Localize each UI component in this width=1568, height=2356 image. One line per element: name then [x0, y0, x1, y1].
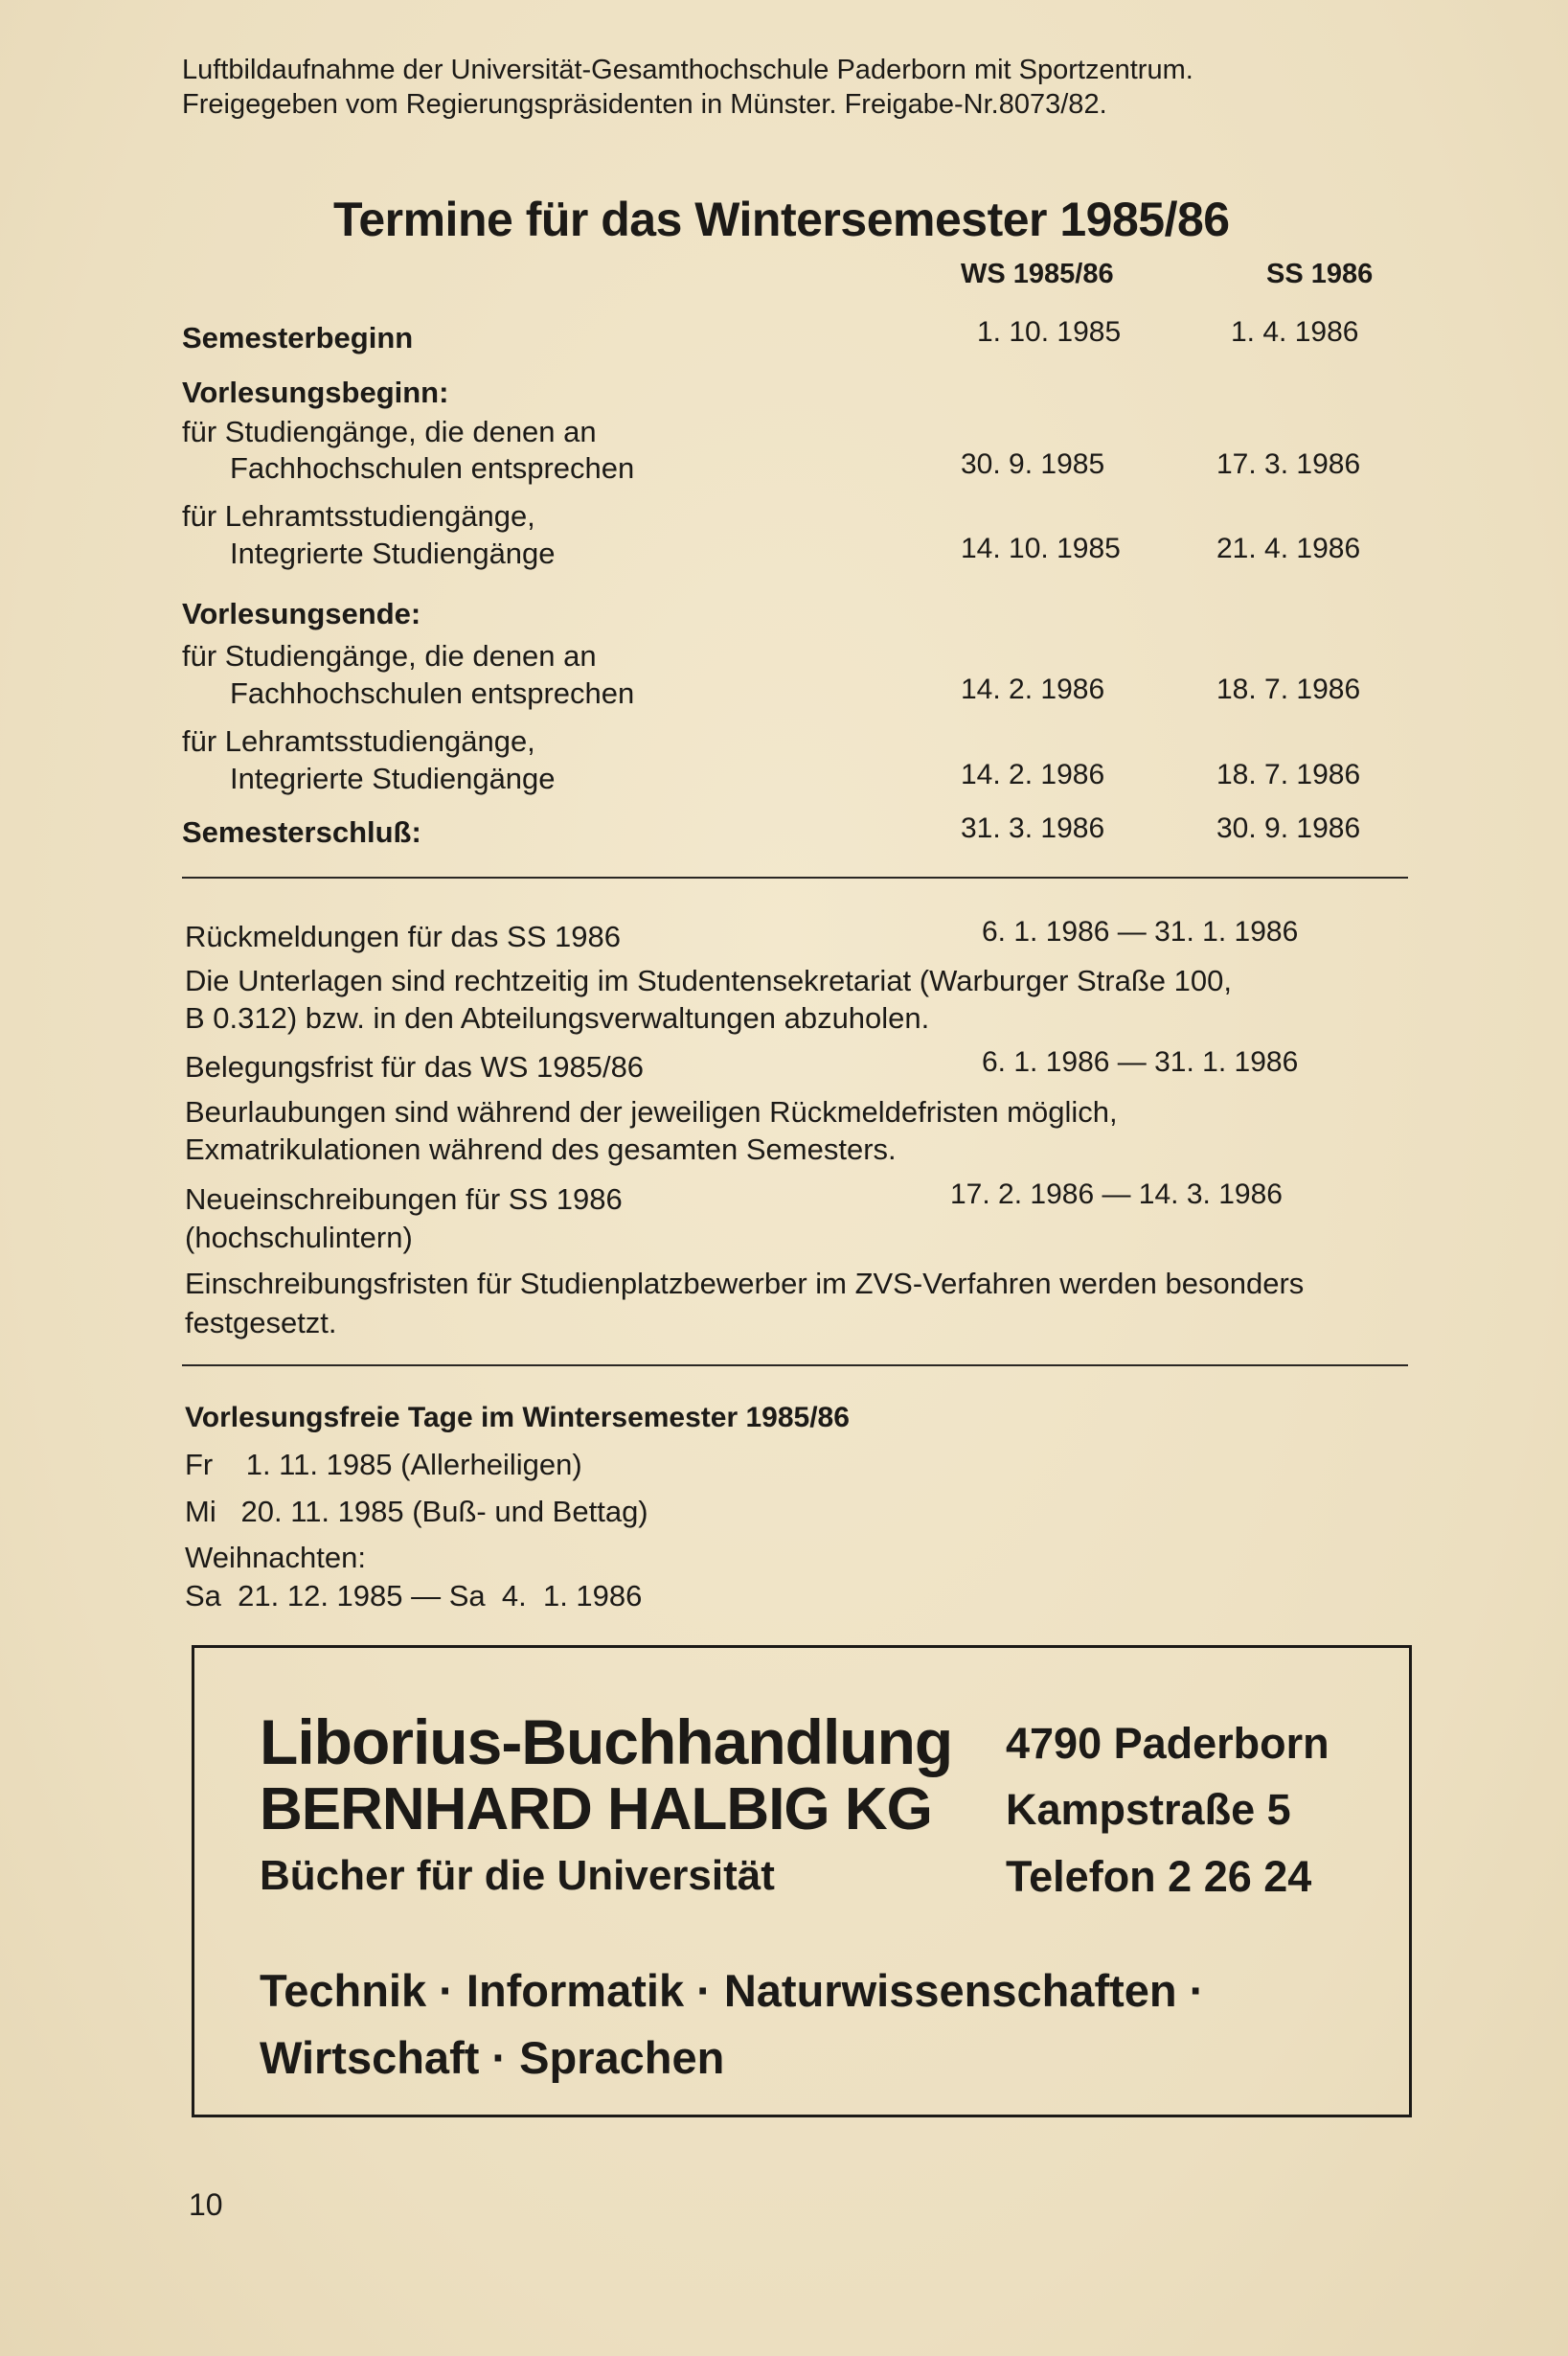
ve-fh-ss: 18. 7. 1986 [1216, 674, 1361, 705]
rueckmeldung-range: 6. 1. 1986 — 31. 1. 1986 [982, 916, 1299, 948]
beurlaubung-line2: Exmatrikulationen während des gesamten Semesters. [185, 1132, 897, 1166]
holiday-weihnachten-range: Sa 21. 12. 1985 — Sa 4. 1. 1986 [185, 1579, 643, 1613]
divider-rule [182, 1364, 1408, 1366]
ad-phone: Telefon 2 26 24 [1006, 1852, 1312, 1901]
column-header-ws: WS 1985/86 [961, 259, 1114, 289]
beurlaubung-line1: Beurlaubungen sind während der jeweiligen Rückmeldefristen möglich, [185, 1095, 1118, 1129]
ve-la-ws: 14. 2. 1986 [961, 759, 1105, 790]
zvs-line1: Einschreibungsfristen für Studienplatzbewerber im ZVS-Verfahren werden besonders [185, 1267, 1305, 1300]
ve-fh-line1: für Studiengänge, die denen an [182, 639, 597, 673]
vb-fh-ss: 17. 3. 1986 [1216, 448, 1361, 480]
vb-fh-ws: 30. 9. 1985 [961, 448, 1105, 480]
ad-company-name: BERNHARD HALBIG KG [260, 1776, 932, 1842]
schedule-title: Termine für das Wintersemester 1985/86 [333, 193, 1230, 246]
ad-store-name: Liborius-Buchhandlung [260, 1706, 953, 1777]
neueinschreibung-label: Neueinschreibungen für SS 1986 [185, 1182, 623, 1216]
ve-la-ss: 18. 7. 1986 [1216, 759, 1361, 790]
photo-caption-line2: Freigegeben vom Regierungspräsidenten in Münster. Freigabe-Nr.8073/82. [182, 89, 1107, 120]
vorlesungsende-label: Vorlesungsende: [182, 597, 421, 630]
holiday-allerheiligen: Fr 1. 11. 1985 (Allerheiligen) [185, 1448, 582, 1481]
vb-fh-line2: Fachhochschulen entsprechen [230, 451, 635, 485]
ad-subjects-line1: Technik · Informatik · Naturwissenschaften · [260, 1965, 1205, 2016]
ve-la-line1: für Lehramtsstudiengänge, [182, 724, 535, 758]
belegung-label: Belegungsfrist für das WS 1985/86 [185, 1050, 645, 1084]
ad-street: Kampstraße 5 [1006, 1785, 1291, 1834]
ve-fh-ws: 14. 2. 1986 [961, 674, 1105, 705]
divider-rule [182, 877, 1408, 879]
semesterschluss-label: Semesterschluß: [182, 815, 421, 849]
zvs-line2: festgesetzt. [185, 1306, 337, 1339]
vb-la-ws: 14. 10. 1985 [961, 533, 1121, 564]
ve-la-line2: Integrierte Studiengänge [230, 762, 556, 795]
holidays-heading: Vorlesungsfreie Tage im Wintersemester 1985/86 [185, 1402, 850, 1433]
vb-la-line2: Integrierte Studiengänge [230, 537, 556, 570]
page-number: 10 [189, 2187, 223, 2222]
semesterbeginn-ws: 1. 10. 1985 [977, 316, 1122, 348]
vorlesungsbeginn-label: Vorlesungsbeginn: [182, 376, 449, 409]
belegung-range: 6. 1. 1986 — 31. 1. 1986 [982, 1046, 1299, 1078]
semesterschluss-ws: 31. 3. 1986 [961, 812, 1105, 844]
vb-la-ss: 21. 4. 1986 [1216, 533, 1361, 564]
unterlagen-line2: B 0.312) bzw. in den Abteilungsverwaltungen abzuholen. [185, 1001, 930, 1035]
vb-la-line1: für Lehramtsstudiengänge, [182, 499, 535, 533]
rueckmeldung-label: Rückmeldungen für das SS 1986 [185, 920, 621, 953]
neueinschreibung-range: 17. 2. 1986 — 14. 3. 1986 [950, 1178, 1283, 1210]
ve-fh-line2: Fachhochschulen entsprechen [230, 676, 635, 710]
ad-city: 4790 Paderborn [1006, 1719, 1329, 1768]
bookstore-advertisement [192, 1645, 1412, 2117]
semesterschluss-ss: 30. 9. 1986 [1216, 812, 1361, 844]
ad-subjects-line2: Wirtschaft · Sprachen [260, 2032, 725, 2083]
neueinschreibung-note: (hochschulintern) [185, 1221, 413, 1254]
semesterbeginn-ss: 1. 4. 1986 [1231, 316, 1359, 348]
unterlagen-line1: Die Unterlagen sind rechtzeitig im Studentensekretariat (Warburger Straße 100, [185, 964, 1232, 997]
ad-tagline: Bücher für die Universität [260, 1852, 775, 1899]
holiday-weihnachten-label: Weihnachten: [185, 1541, 366, 1574]
semesterbeginn-label: Semesterbeginn [182, 321, 414, 355]
column-header-ss: SS 1986 [1266, 259, 1374, 289]
vb-fh-line1: für Studiengänge, die denen an [182, 415, 597, 448]
holiday-busstag: Mi 20. 11. 1985 (Buß- und Bettag) [185, 1495, 648, 1528]
photo-caption-line1: Luftbildaufnahme der Universität-Gesamthochschule Paderborn mit Sportzentrum. [182, 55, 1193, 85]
